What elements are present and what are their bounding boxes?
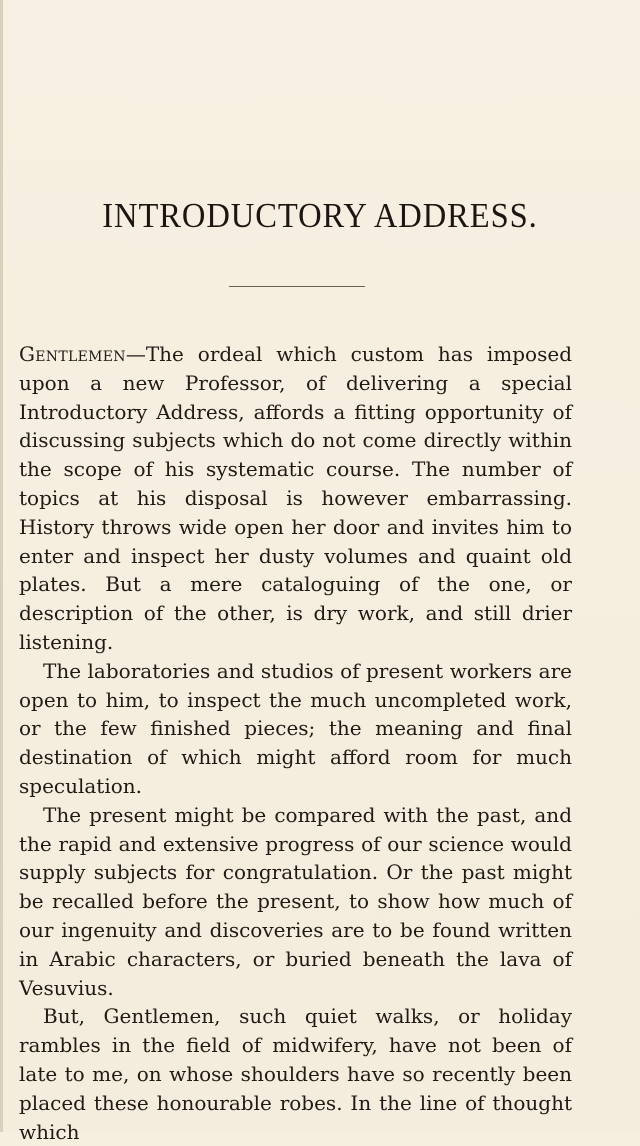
page-edge-shadow [0, 0, 3, 1132]
paragraph-1 [19, 340, 572, 657]
title-divider [229, 286, 365, 287]
body-text [19, 340, 572, 1146]
page-title: INTRODUCTORY ADDRESS. [102, 196, 538, 235]
paragraph-1-text: —The ordeal which custom has imposed upon a new Professor, of delivering a special Introductory Address, affords a fitting opportunity of discussing subjects which do not come directly within the scope of his systematic course. The number of topics at his disposal is however embarrassing. History throws wide open her door and invites him to enter and inspect her dusty volumes and quaint old plates. But a mere cataloguing of the one, or description of the other, is dry work, and still drier listening. [19, 342, 572, 654]
salutation: Gentlemen [19, 342, 126, 366]
paragraph-3: The present might be compared with the past, and the rapid and extensive progress of our science would supply subjects for congratulation. Or the past might be recalled before the present, to show how much of our ingenuity and discoveries are to be found written in Arabic characters, or buried beneath the lava of Vesuvius. [19, 802, 572, 1000]
paragraph-4: But, Gentlemen, such quiet walks, or holiday rambles in the field of midwifery, have not been of late to me, on whose shoulders have so recently been placed these honourable robes. In the line of thought which [19, 1004, 572, 1144]
paragraph-2: The laboratories and studios of present workers are open to him, to inspect the much uncompleted work, or the few finished pieces; the meaning and final destination of which might afford room for much speculation. [19, 658, 572, 798]
